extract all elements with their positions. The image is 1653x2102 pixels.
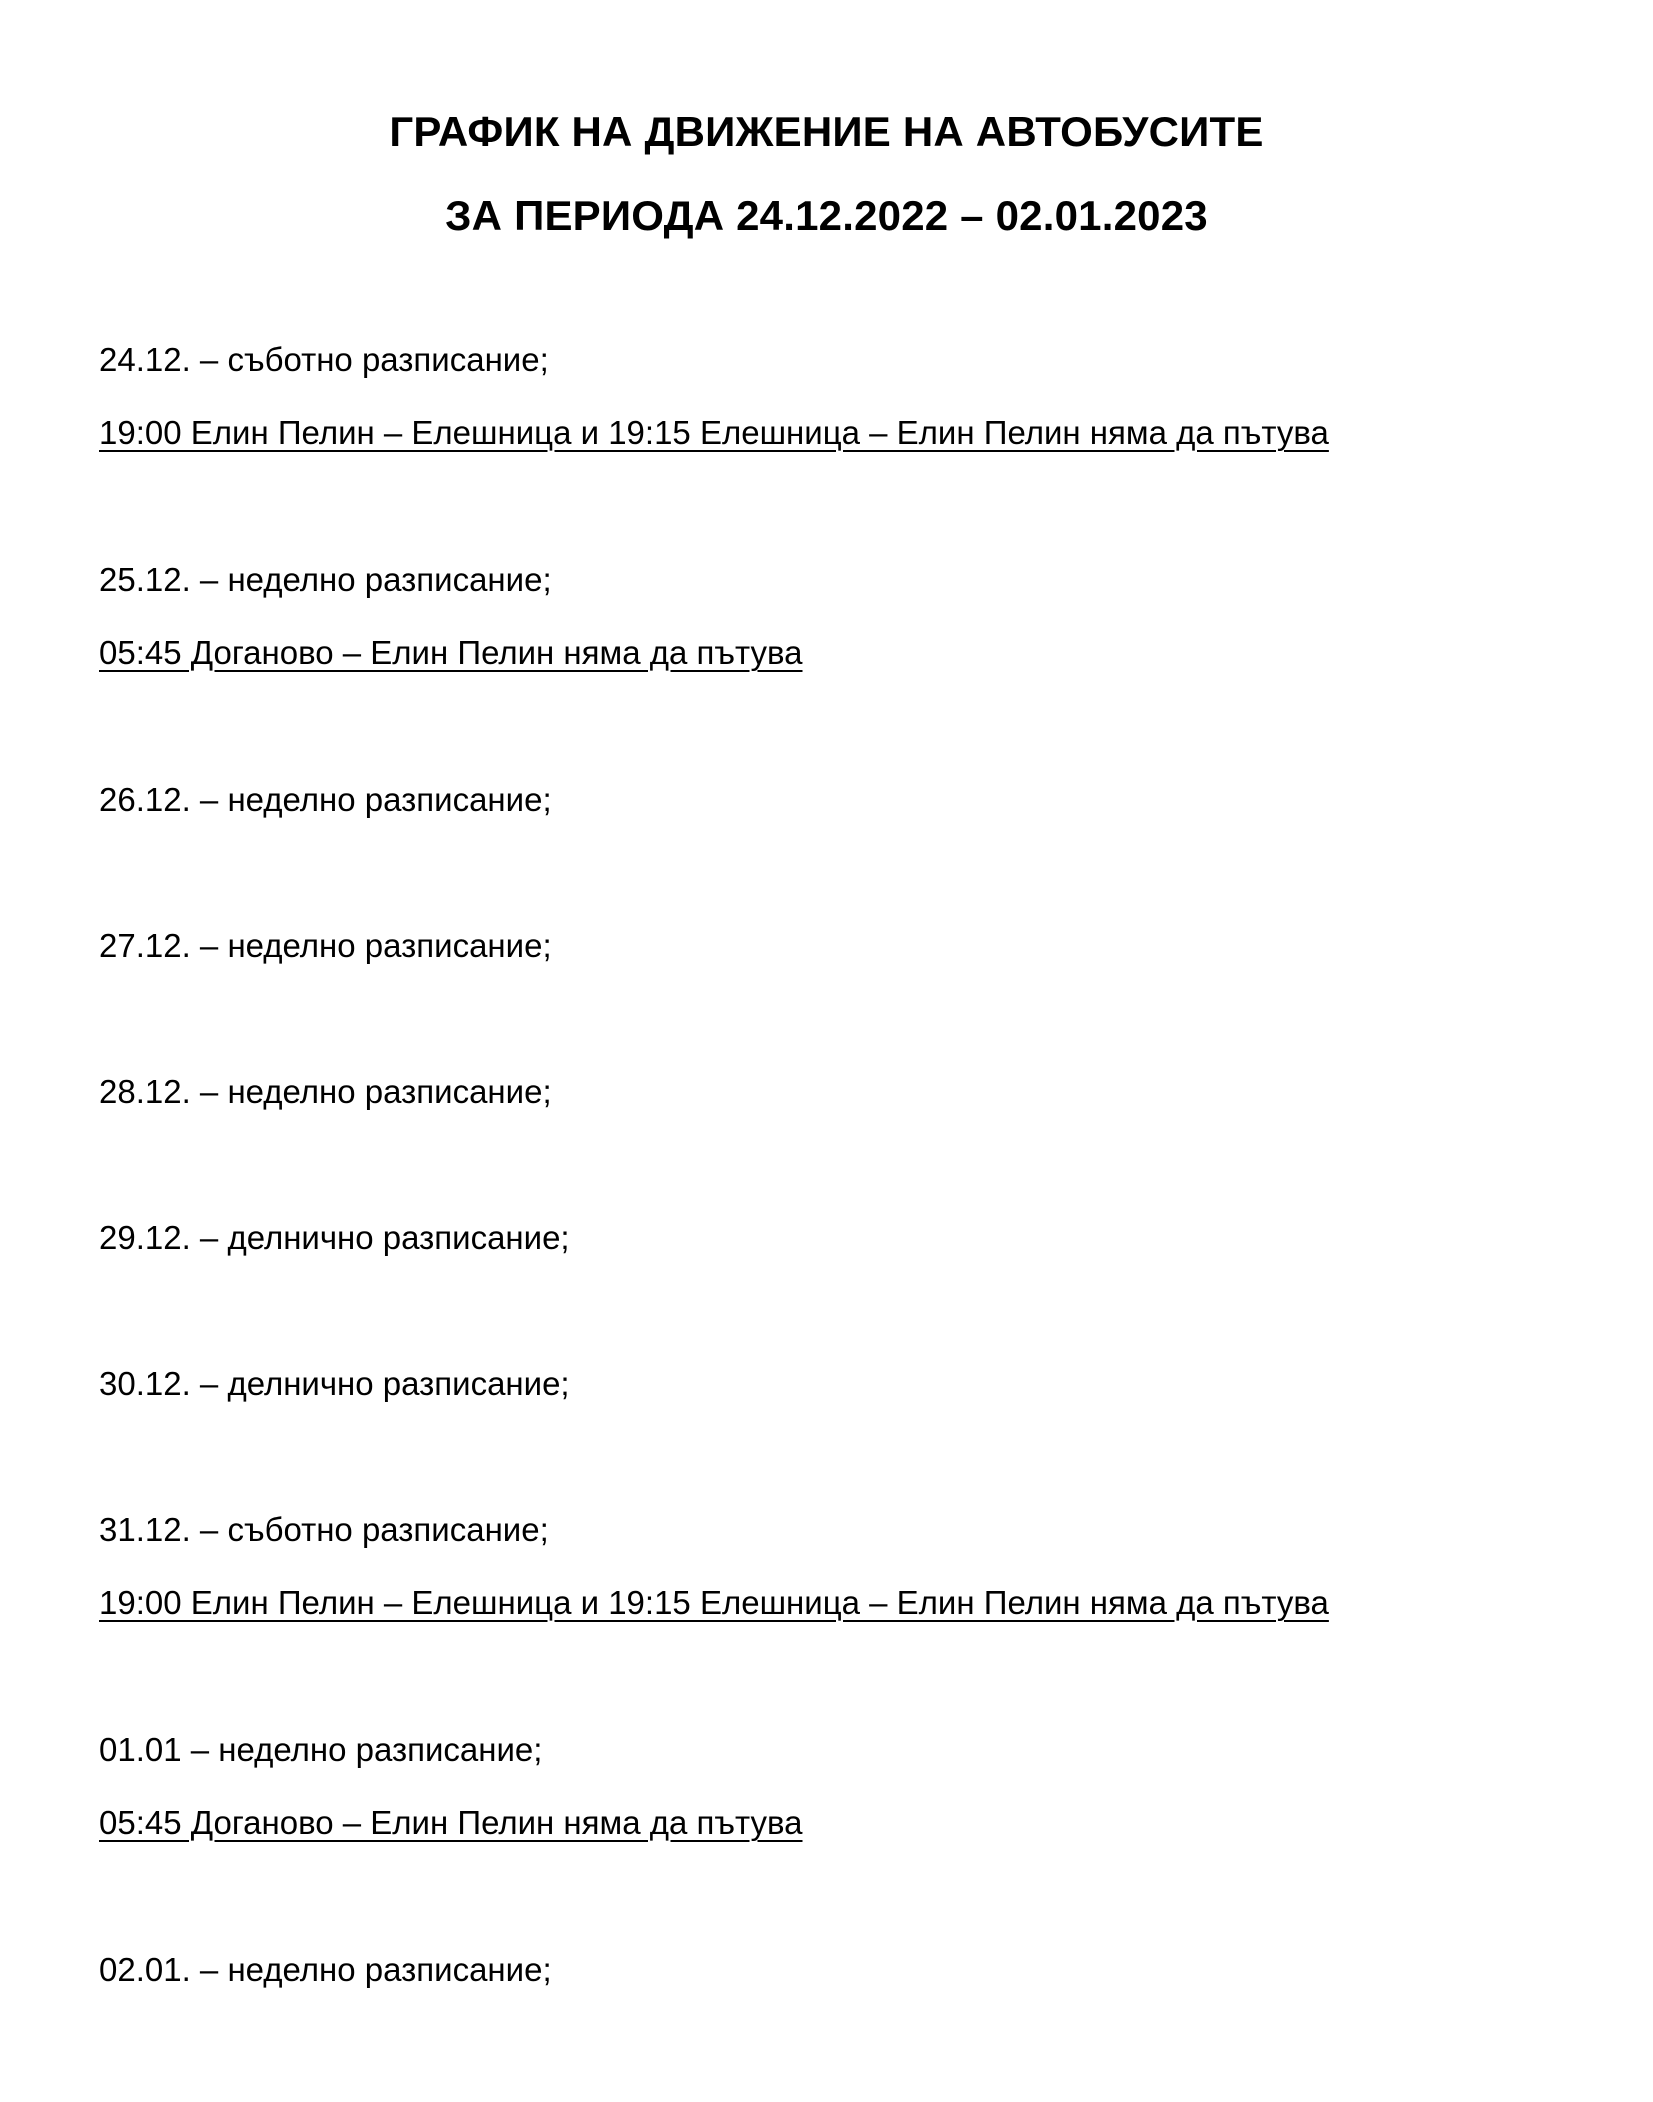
schedule-day: 27.12. – неделно разписание; xyxy=(99,927,552,964)
schedule-entry-28-12 xyxy=(99,1072,1599,1112)
schedule-day: 25.12. – неделно разписание; xyxy=(99,561,552,598)
schedule-entry-27-12 xyxy=(99,926,1599,966)
schedule-day: 31.12. – съботно разписание; xyxy=(99,1511,549,1548)
schedule-day: 28.12. – неделно разписание; xyxy=(99,1073,552,1110)
schedule-day: 01.01 – неделно разписание; xyxy=(99,1731,543,1768)
schedule-note: 05:45 Доганово – Елин Пелин няма да пътува xyxy=(99,1804,803,1841)
schedule-day: 02.01. – неделно разписание; xyxy=(99,1951,552,1988)
schedule-entry-02-01 xyxy=(99,1950,1599,1990)
schedule-day: 30.12. – делнично разписание; xyxy=(99,1365,570,1402)
schedule-entry-26-12 xyxy=(99,780,1599,820)
page-title-line-1: ГРАФИК НА ДВИЖЕНИЕ НА АВТОБУСИТЕ xyxy=(389,108,1264,155)
schedule-day: 26.12. – неделно разписание; xyxy=(99,781,552,818)
schedule-entry-24-12 xyxy=(99,340,1599,453)
schedule-entry-31-12 xyxy=(99,1510,1599,1623)
schedule-day: 29.12. – делнично разписание; xyxy=(99,1219,570,1256)
schedule-entry-30-12 xyxy=(99,1364,1599,1404)
schedule-entry-25-12 xyxy=(99,560,1599,673)
schedule-entry-01-01 xyxy=(99,1730,1599,1843)
schedule-note: 05:45 Доганово – Елин Пелин няма да пътува xyxy=(99,634,803,671)
page-title-line-2: ЗА ПЕРИОДА 24.12.2022 – 02.01.2023 xyxy=(445,192,1208,239)
schedule-entry-29-12 xyxy=(99,1218,1599,1258)
schedule-note: 19:00 Елин Пелин – Елешница и 19:15 Елешница – Елин Пелин няма да пътува xyxy=(99,414,1329,451)
schedule-day: 24.12. – съботно разписание; xyxy=(99,341,549,378)
schedule-note: 19:00 Елин Пелин – Елешница и 19:15 Елешница – Елин Пелин няма да пътува xyxy=(99,1584,1329,1621)
